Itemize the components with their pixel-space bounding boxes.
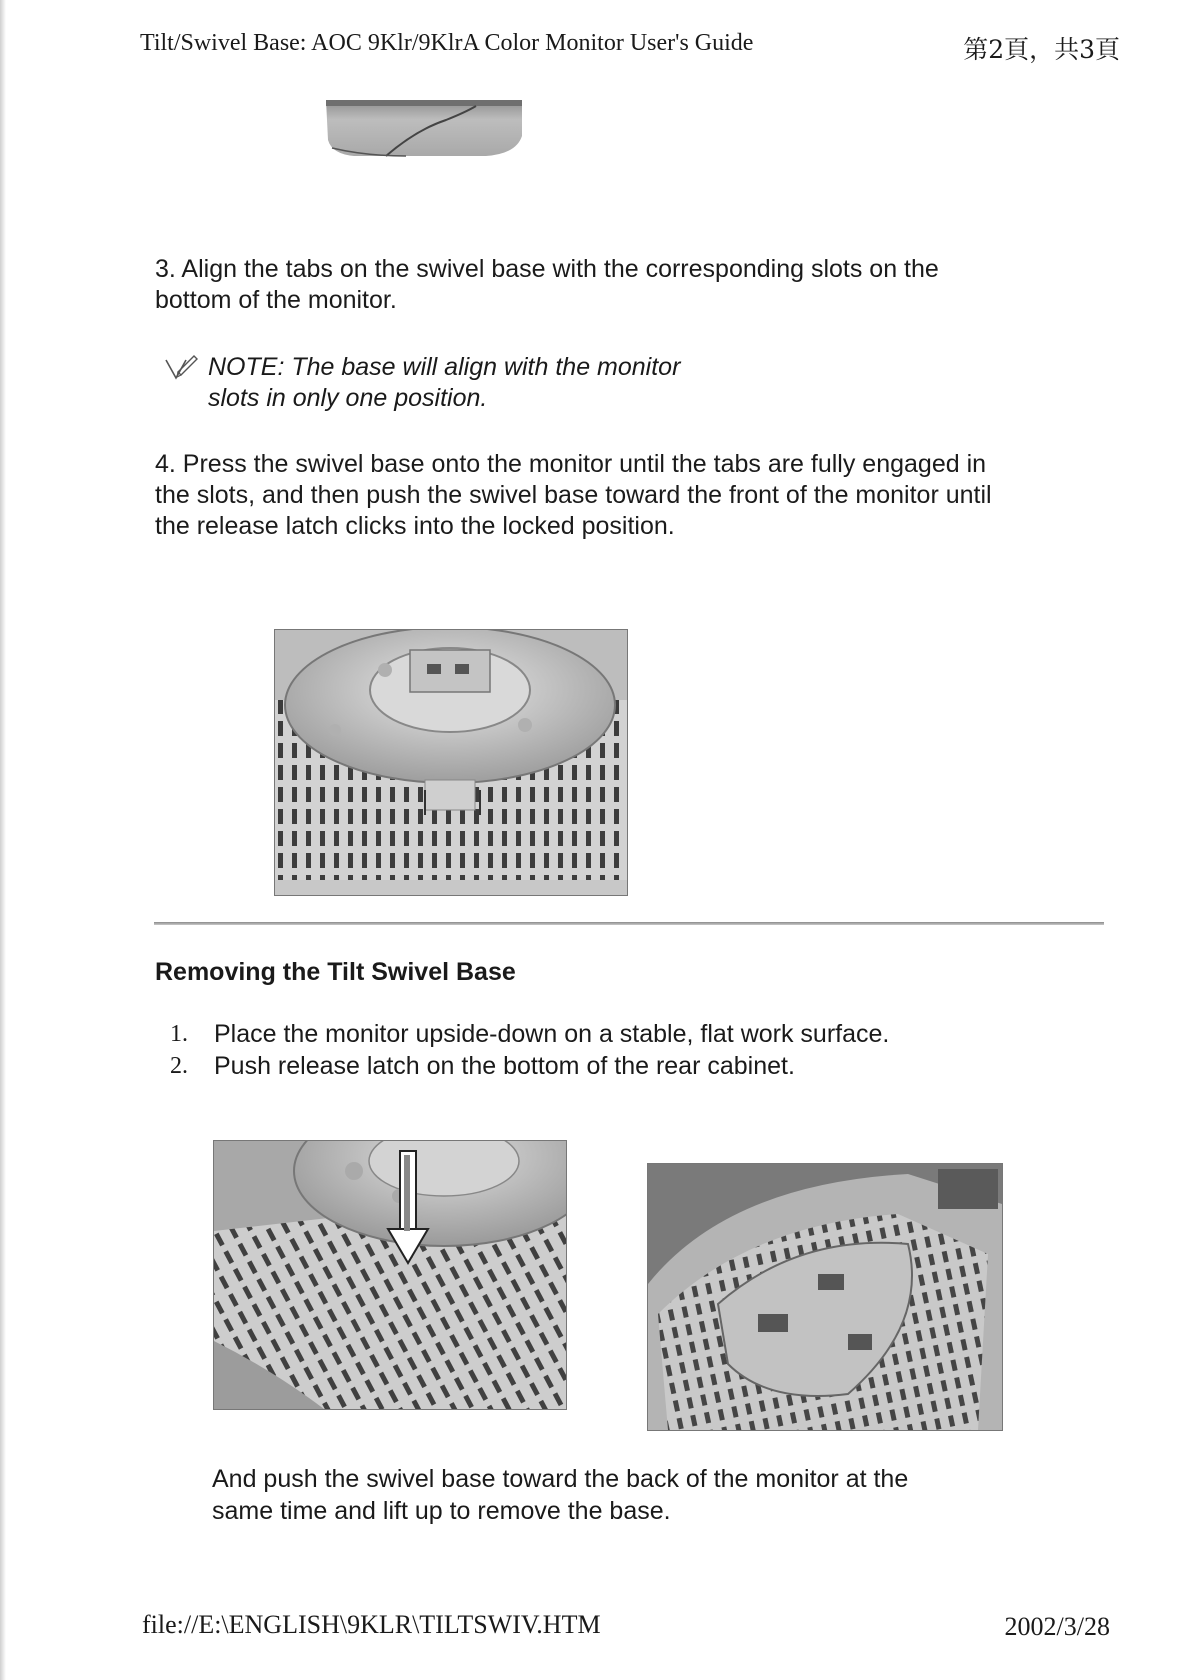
- step-4-line-2: the slots, and then push the swivel base toward the front of the monitor until: [155, 481, 992, 509]
- step-3-line-2: bottom of the monitor.: [155, 286, 397, 314]
- swivel-base-attach-photo: [274, 629, 628, 896]
- page-header: [140, 30, 1120, 70]
- list-item: [170, 1018, 1070, 1050]
- footer-file-path: file://E:\ENGLISH\9KLR\TILTSWIV.HTM: [142, 1610, 601, 1639]
- removal-steps-list: [170, 1018, 1070, 1082]
- list-item: [170, 1050, 1070, 1082]
- step-3-line-1: 3. Align the tabs on the swivel base with the corresponding slots on the: [155, 255, 939, 283]
- page-indicator: 第2頁，共3頁: [963, 35, 1120, 64]
- note-text: [208, 352, 768, 414]
- closing-line-2: same time and lift up to remove the base.: [212, 1497, 671, 1525]
- section-heading: Removing the Tilt Swivel Base: [155, 958, 516, 986]
- step-4-instruction: [155, 449, 1115, 542]
- list-item-number: 1.: [170, 1021, 188, 1047]
- closing-line-1: And push the swivel base toward the back of the monitor at the: [212, 1465, 909, 1493]
- monitor-bottom-photo: [647, 1163, 1003, 1431]
- note-line-1: NOTE: The base will align with the monitor: [208, 353, 681, 381]
- list-item-text: Push release latch on the bottom of the rear cabinet.: [214, 1052, 795, 1080]
- list-item-text: Place the monitor upside-down on a stable, flat work surface.: [214, 1020, 890, 1048]
- section-divider: [154, 922, 1104, 925]
- monitor-foot-photo: [326, 100, 522, 158]
- note-line-2: slots in only one position.: [208, 384, 488, 412]
- step-4-line-3: the release latch clicks into the locked position.: [155, 512, 675, 540]
- note-pencil-icon: [164, 354, 198, 380]
- release-latch-photo: [213, 1140, 567, 1410]
- step-3-instruction: [155, 254, 1075, 316]
- scan-edge: [0, 0, 6, 1680]
- document-title: Tilt/Swivel Base: AOC 9Klr/9KlrA Color Monitor User's Guide: [140, 30, 754, 56]
- footer-date: 2002/3/28: [1004, 1612, 1110, 1641]
- list-item-number: 2.: [170, 1053, 188, 1079]
- closing-instruction: [212, 1463, 1052, 1527]
- step-4-line-1: 4. Press the swivel base onto the monitor until the tabs are fully engaged in: [155, 450, 987, 478]
